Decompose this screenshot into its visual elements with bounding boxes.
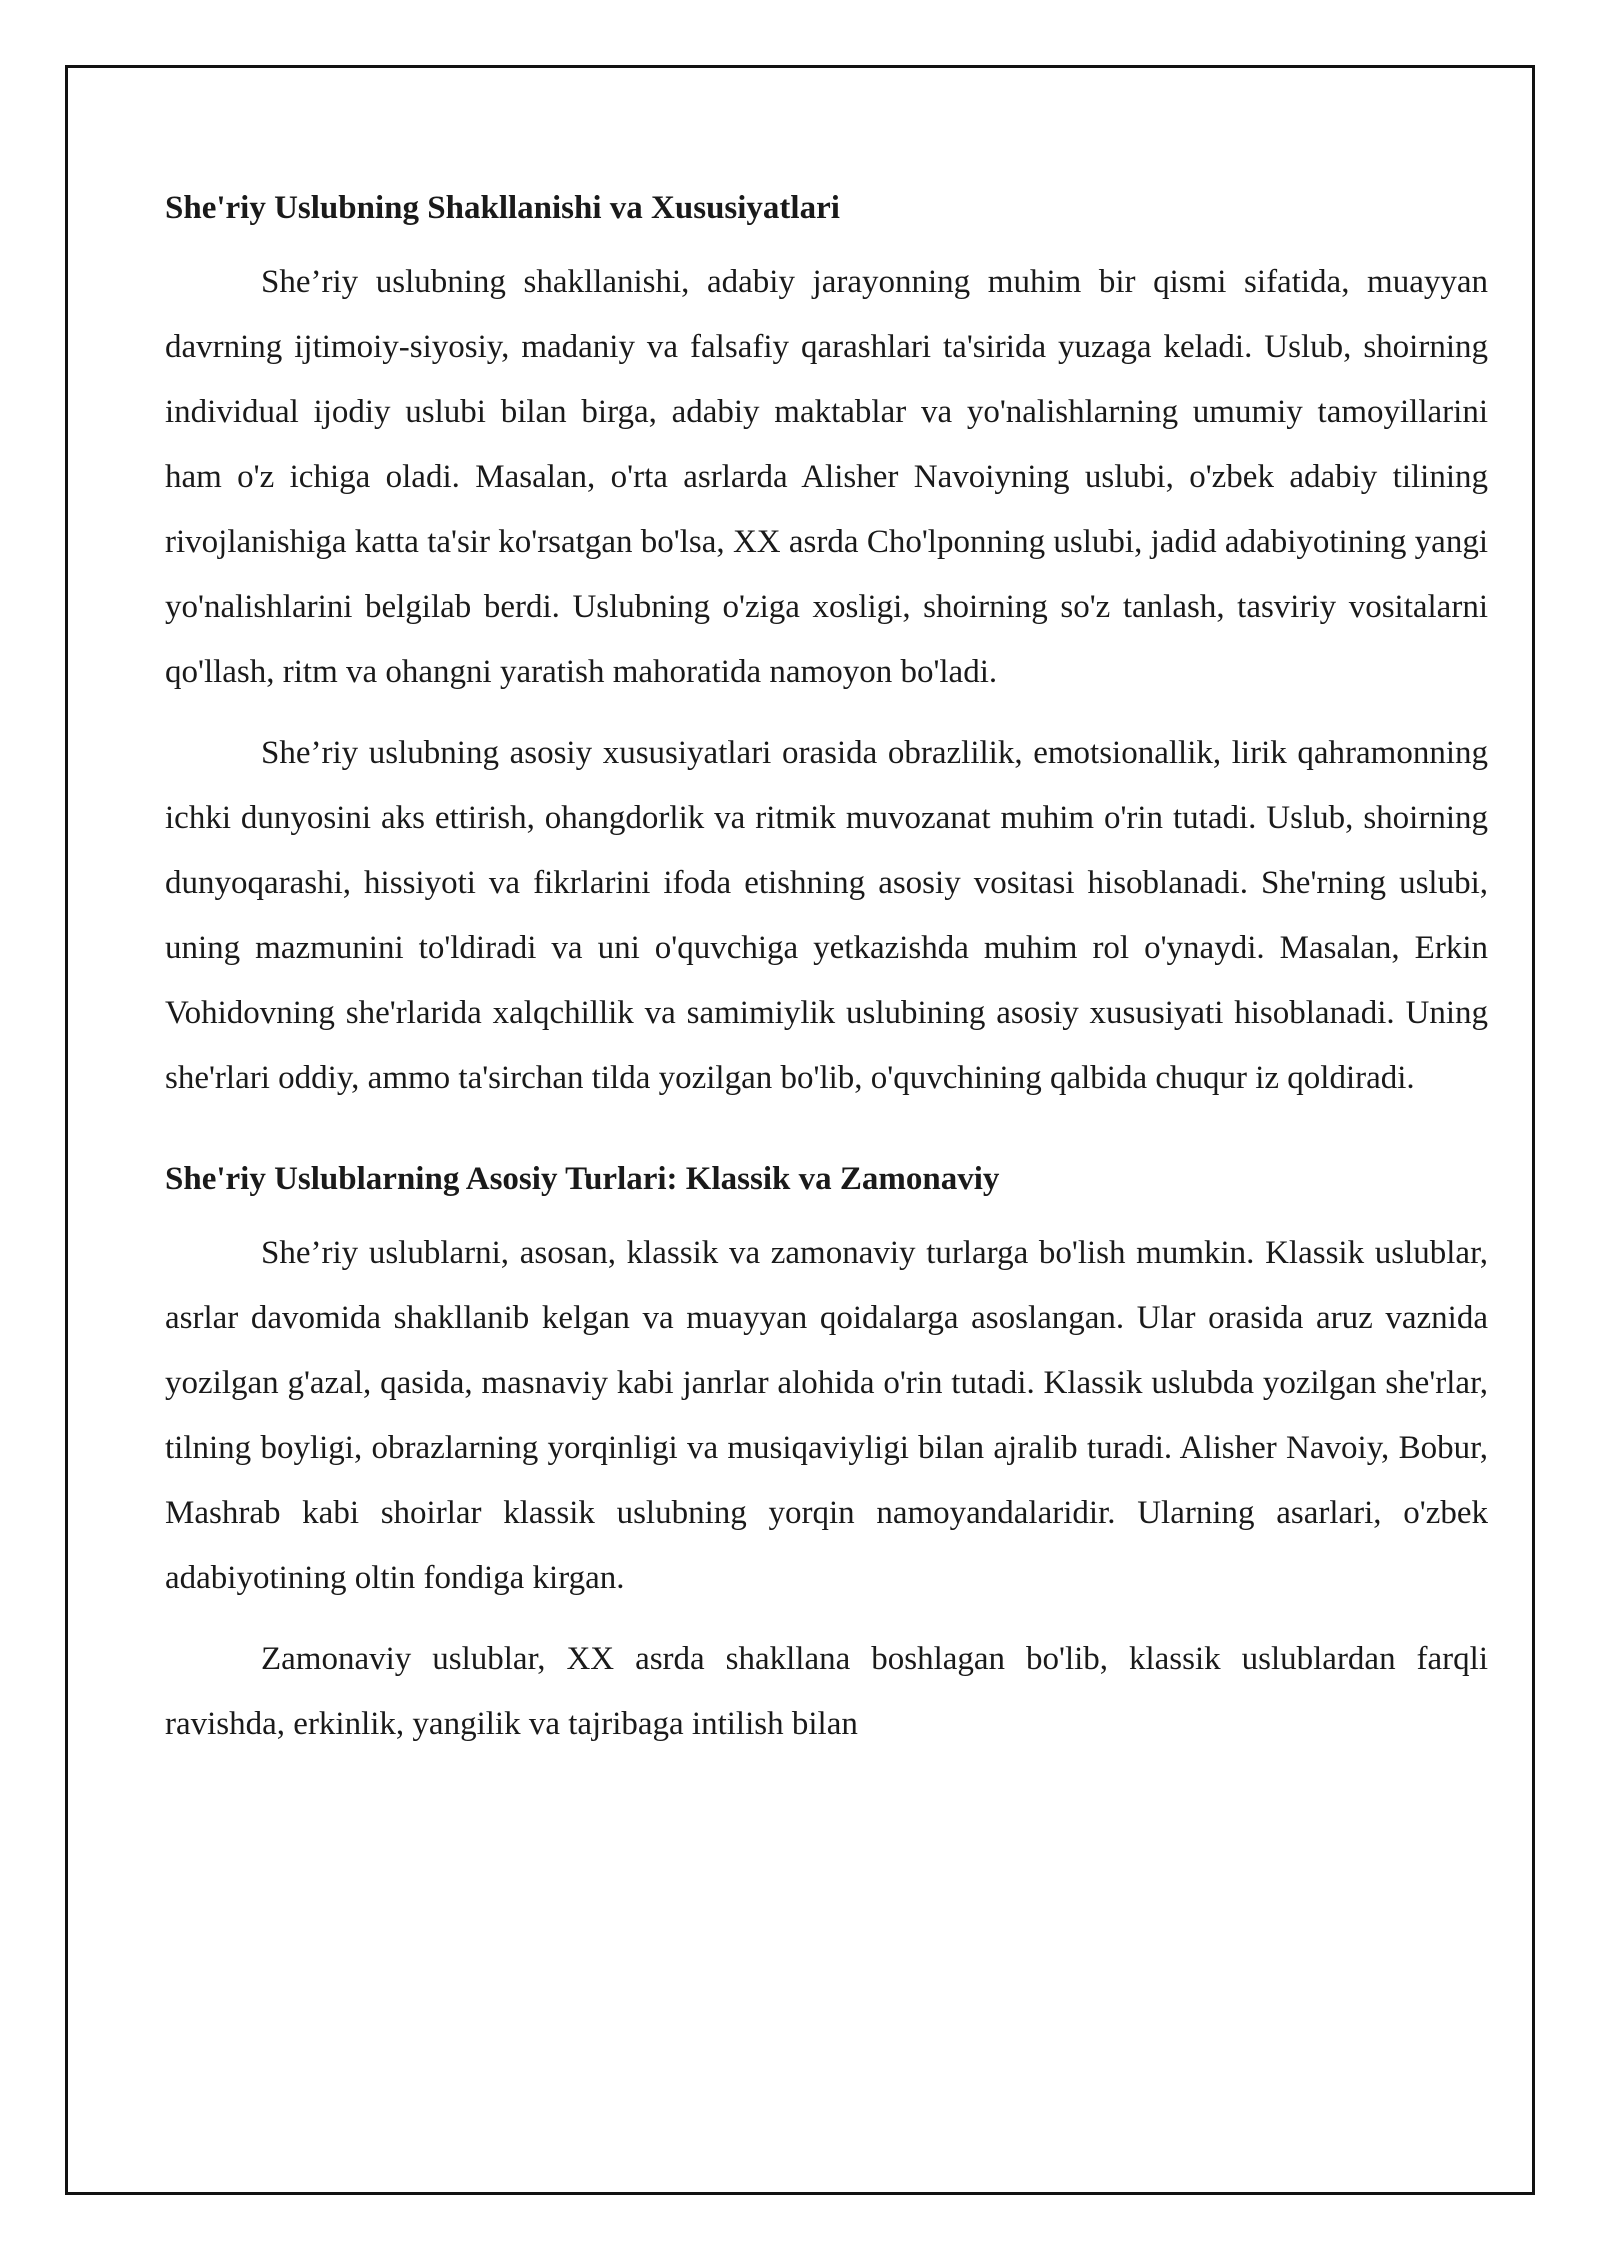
paragraph-4: Zamonaviy uslublar, XX asrda shakllana boshlagan bo'lib, klassik uslublardan farqli ravishda, erkinlik, yangilik va tajribaga intilish bilan [165,1641,1488,1742]
paragraph-3: She’riy uslublarni, asosan, klassik va zamonaviy turlarga bo'lish mumkin. Klassik uslublar, asrlar davomida shakllanib kelgan va muayyan qoidalarga asoslangan. Ular orasida aruz vaznida yozilgan g'azal, qasida, masnaviy kabi janrlar alohida o'rin tutadi. Klassik uslubda yozilgan she'rlar, tilning boyligi, obrazlarning yorqinligi va musiqaviyligi bilan ajralib turadi. Alisher Navoiy, Bobur, Mashrab kabi shoirlar klassik uslubning yorqin namoyandalaridir. Ularning asarlari, o'zbek adabiyotining oltin fondiga kirgan. [165,1235,1488,1596]
paragraph-1: She’riy uslubning shakllanishi, adabiy jarayonning muhim bir qismi sifatida, muayyan davrning ijtimoiy-siyosiy, madaniy va falsafiy qarashlari ta'sirida yuzaga keladi. Uslub, shoirning individual ijodiy uslubi bilan birga, adabiy maktablar va yo'nalishlarning umumiy tamoyillarini ham o'z ichiga oladi. Masalan, o'rta asrlarda Alisher Navoiyning uslubi, o'zbek adabiy tilining rivojlanishiga katta ta'sir ko'rsatgan bo'lsa, XX asrda Cho'lponning uslubi, jadid adabiyotining yangi yo'nalishlarini belgilab berdi. Uslubning o'ziga xosligi, shoirning so'z tanlash, tasviriy vositalarni qo'llash, ritm va ohangni yaratish mahoratida namoyon bo'ladi. [165,264,1488,690]
section-heading-2: She'riy Uslublarning Asosiy Turlari: Klassik va Zamonaviy [165,1161,1000,1197]
section-heading-1: She'riy Uslubning Shakllanishi va Xususiyatlari [165,190,840,226]
paragraph-2: She’riy uslubning asosiy xususiyatlari orasida obrazlilik, emotsionallik, lirik qahramonning ichki dunyosini aks ettirish, ohangdorlik va ritmik muvozanat muhim o'rin tutadi. Uslub, shoirning dunyoqarashi, hissiyoti va fikrlarini ifoda etishning asosiy vositasi hisoblanadi. She'rning uslubi, uning mazmunini to'ldiradi va uni o'quvchiga yetkazishda muhim rol o'ynaydi. Masalan, Erkin Vohidovning she'rlarida xalqchillik va samimiylik uslubining asosiy xususiyati hisoblanadi. Uning she'rlari oddiy, ammo ta'sirchan tilda yozilgan bo'lib, o'quvchining qalbida chuqur iz qoldiradi. [165,735,1488,1096]
document-body [165,184,1488,1773]
